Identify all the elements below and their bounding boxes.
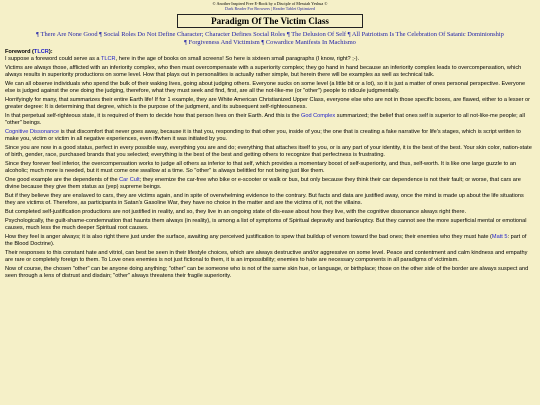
paragraph-5: In that perpetual self-righteous state, it is required of them to decide how that person lives on their Earth. And this is the God Complex summarized; the belief that ones self is superior to all not-like-me people; all "other" beings.: [5, 113, 525, 127]
page-title: Paradigm Of The Victim Class: [177, 14, 363, 28]
nav-link-there-are-none-good[interactable]: There Are None Good: [40, 31, 98, 38]
paragraph-3: We can all observe individuals who spend the bulk of their waking lives, going about judging others. Everyone sucks on some level (a little bit or a lot), so it is just a matter of ones personal perspective. Everyone else is judged against the one doing the judging, therefore, what they must seek and find, first, are all the not-like-me (or "other") people to ridicule judgmentally.: [5, 81, 526, 95]
paragraph-13: How they feel is anger always; it is also right there just under the surface, awaiting any perceived justification to spew that buildup of venom toward the bad ones; their enemies who they must hate (Matt 5: part of the Blood Doctrine).: [5, 233, 527, 247]
paragraph-10: But if they believe they are enslaved to cars, they are victims again, and in spite of overwhelming evidence to the contrary. But facts and data are justified away, once the mind is made up about the life situations they are victims of. Therefore, as participants in Satan's Gasoline War, they have no choice in the matter and are the victims of it, not the villains.: [5, 193, 524, 207]
nav-link-forgiveness[interactable]: Forgiveness And Victimism: [188, 39, 260, 46]
paragraph-15: Now of course, the chosen "other" can be anyone doing anything; "other" can be someone who is not of the same skin hue, or language, or birthplace; those on the other side of the border are always suspect and seen through a lens of distrust and disdain; "other" always threatens their fragile superiority.: [5, 265, 529, 279]
foreword-heading: Foreword (TLCR):: [5, 49, 53, 55]
paragraph-2: Victims are always those, afflicted with an inferiority complex, who then must overcompensate with a superiority complex; they go hand in hand because an inferiority complex leads to overcompensation, which always results in superiority productions on some level. How that plays out in personalities is actually rather simple, but herein there will be examples as well as technical talk.: [5, 65, 522, 79]
paragraph-8: Since they forever feel inferior, the overcompensation works to judge all others as inferior to that self, which provides a momentary boost of self-superiority, and thus, self-worth. It is like one large guzzle to an alcoholic; much more is needed, but it must come one swallow at a time. So "other" is always belittled for not being just like them.: [5, 161, 517, 175]
nav-link-patriotism[interactable]: All Patriotism Is The Celebration Of Satanic Dominionship: [351, 31, 504, 38]
nav-link-social-roles[interactable]: Social Roles Do Not Define Character; Character Defines Social Roles: [103, 31, 286, 38]
top-notice-line1: © Another Inspired Free E-Book by a Disciple of Messiah Yeshua ©: [212, 1, 328, 6]
nav-link-cowardice[interactable]: Cowardice Manifests In Machismo: [265, 39, 356, 46]
section-nav: ¶ There Are None Good ¶ Social Roles Do Not Define Character; Character Defines Social Roles ¶ The Delusion Of Self ¶ All Patriotism Is The Celebration Of Satanic Dominionship ¶ Forgiveness And Victimism ¶ Cowardice Manifests In Machismo: [36, 31, 504, 46]
paragraph-7: Since you are now in a good status, perfect in every possible way, everything you are and do; everything that attaches itself to you, or is any part of your identity, it is the best of the best. Your skin color, nation-state of birth, gender, race, purchased brands that you selected; everything is the best of the best and getting others to recognize that perfectness is frustrating.: [5, 145, 532, 159]
paragraph-12: Psychologically, the guilt-shame-condemnation that haunts them always (in reality), is among a list of symptoms of Spiritual depravity and bankruptcy. But they cannot see the more superficial mental or emotional causes, much less the much deeper Spiritual root causes.: [5, 217, 527, 231]
paragraph-11: But completed self-justification productions are not justified in reality, and so, they live in an ongoing state of dis-ease about how they live, with the cognitive dissonance always right there.: [5, 209, 467, 215]
cognitive-dissonance-link[interactable]: Cognitive Dissonance: [5, 129, 60, 135]
paragraph-14: Their responses to this constant hate and vitriol, can best be seen in their lifestyle choices, which are always destructive and/or aggressive on some level. Peace and contentment and calm kindness and empathy are rare or completely foreign to them. To Love ones enemies is not just fictional to them, it is an impossibility; enemies to hate are necessary components in all paradigms of victimism.: [5, 249, 528, 263]
top-notice-links[interactable]: Dark Reader For Browsers | Reader Tablet Optimized: [225, 6, 315, 11]
tlcr-link[interactable]: TLCR: [100, 56, 116, 63]
paragraph-1: I suppose a foreword could serve as a TLCR, here in the age of books on small screens! So here is sixteen small paragraphs (I know, right? ;-).: [5, 56, 360, 63]
god-complex-link[interactable]: God Complex: [301, 113, 336, 119]
paragraph-4: Horrifyingly for many, that summarizes their entire Earth life! If for 1 example, they are White American Christianized Upper Class, everyone else who are not in those specific boxes, are flawed, either to a lesser or greater degree: It is determining that degree, which is the purpose of the judgment, and its subsequent self-righteousness.: [5, 97, 531, 111]
car-cult-link[interactable]: Car Cult: [119, 177, 140, 183]
matt-5-link[interactable]: Matt 5: [491, 233, 508, 240]
nav-link-delusion-of-self[interactable]: The Delusion Of Self: [291, 31, 347, 38]
foreword-tlcr-link[interactable]: TLCR: [33, 49, 49, 55]
paragraph-6: Cognitive Dissonance is that discomfort that never goes away, because it is that you, responding to that other you, inside of you; the one that is creating a fake narrative for life's stages, which is script written to make you, victim or victim in all negative experiences, even iffwhen it was initiated by you.: [5, 129, 521, 143]
top-notice: [5, 1, 535, 11]
paragraph-9: One good example are the dependents of the Car Cult; they enemize the car-free who bike or e-scooter or walk or bus, but only because they think their car dependence is not their fault; or worse, that cars are divine because they give them status as (yep) supreme beings.: [5, 177, 521, 191]
article-body: [5, 49, 535, 280]
